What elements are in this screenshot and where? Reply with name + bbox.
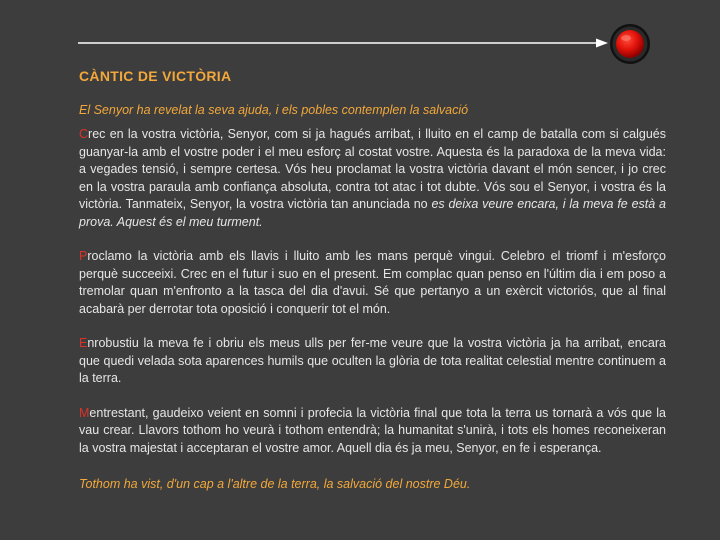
- drop-initial: M: [79, 405, 90, 420]
- paragraph-text: nrobustiu la meva fe i obriu els meus ulls per fer-me veure que la vostra victòria ja ha arribat, encara que quedi velada sota aparences humils que oculten la glòria de tota realitat celestial mentre continuem a la terra.: [79, 336, 666, 385]
- drop-initial: C: [79, 127, 89, 141]
- paragraph-text: rec en la vostra victòria, Senyor, com si ja hagués arribat, i lluito en el camp de batalla com si calgués guanyar-la amb el vostre poder i el meu esforç al costat vostre. Aquesta és la paradoxa de la meva vida: a vegades tensió, i sempre certesa. Vós heu proclamat la vostra victòria davant el món sencer, i jo crec en la vostra paraula amb confiança absoluta, contra tot atac i tot dubte. Vós sou el Senyor, i vostra és la victòria. Tanmateix, Senyor, la vostra victòria tan anunciada no: [79, 127, 666, 211]
- song-content: [79, 62, 666, 493]
- paragraph-4: [79, 405, 666, 458]
- drop-initial: P: [79, 249, 88, 263]
- closing-verse: Tothom ha vist, d'un cap a l'altre de la terra, la salvació del nostre Déu.: [79, 477, 471, 491]
- record-button-icon[interactable]: [609, 23, 651, 65]
- drop-initial: E: [79, 336, 88, 350]
- paragraph-1: [79, 126, 666, 231]
- subtitle: El Senyor ha revelat la seva ajuda, i els pobles contemplen la salvació: [79, 103, 469, 117]
- page-title: CÀNTIC DE VICTÒRIA: [79, 68, 232, 84]
- paragraph-text: roclamo la victòria amb els llavis i lluito amb les mans perquè vingui. Celebro el triomf i m'esforço perquè succeeixi. Crec en el futur i suo en el present. Em complac quan penso en l'últim dia i em poso a tremolar quan m'enfronto a la tasca del dia d'avui. Sé que pertanyo a un exèrcit victoriós, que al final acabarà per derrotar tota oposició i conquerir tot el món.: [79, 249, 666, 316]
- arrow-right-icon: [78, 37, 608, 49]
- paragraph-2: [79, 248, 666, 318]
- paragraph-3: [79, 335, 666, 388]
- paragraph-text: entrestant, gaudeixo veient en somni i profecia la victòria final que tota la terra us tornarà a vós que la vau crear. Llavors tothom ho veurà i tothom entendrà; la humanitat s'unirà, i tots els homes reconeixeran la vostra majestat i acceptaran el vostre amor. Aquell dia és ja meu, Senyor, en fe i esperança.: [79, 405, 666, 455]
- paragraph-italic-text: es deixa veure encara, i la meva fe està a prova. Aquest és el meu turment.: [79, 197, 666, 229]
